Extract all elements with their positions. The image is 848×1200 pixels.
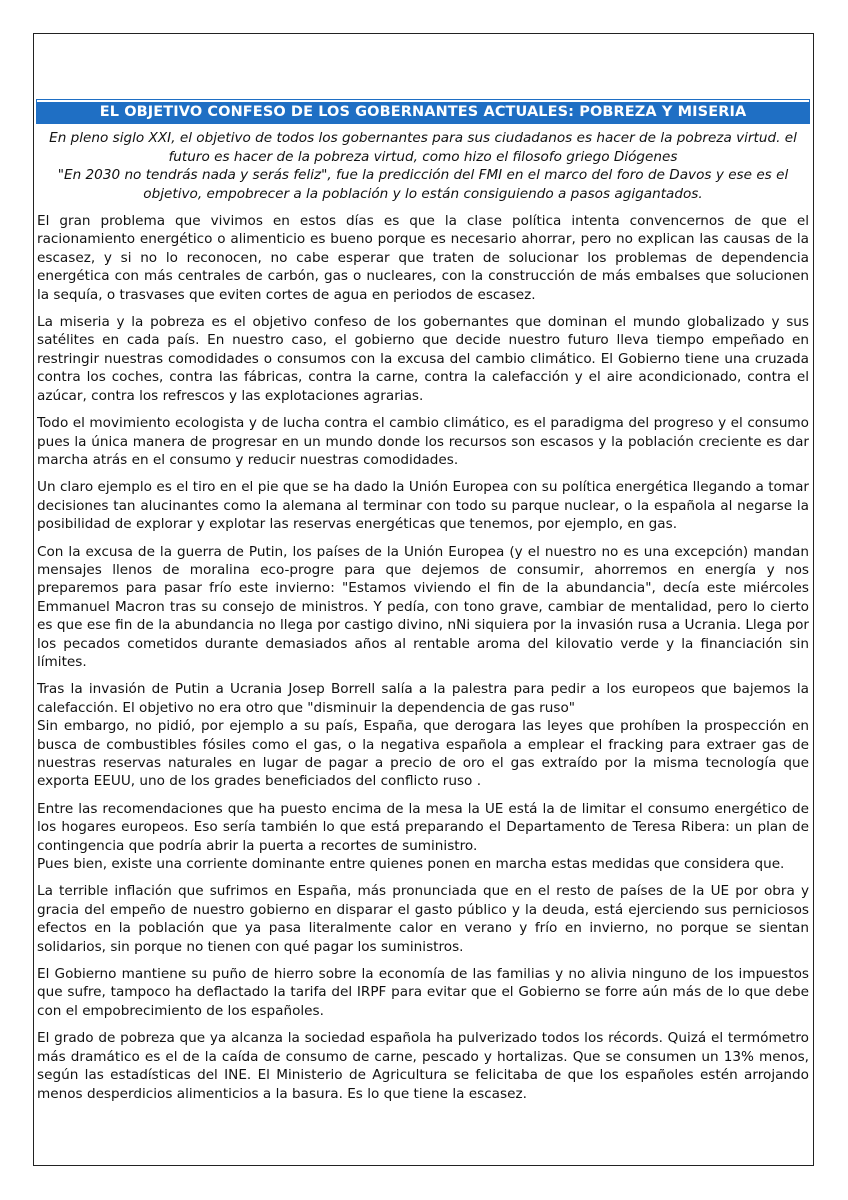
article-title: EL OBJETIVO CONFESO DE LOS GOBERNANTES ACTUALES: POBREZA Y MISERIA <box>37 100 809 123</box>
body-paragraph: Todo el movimiento ecologista y de lucha contra el cambio climático, es el paradigma del progreso y el consumo pues la única manera de progresar en un mundo donde los recursos son escasos y la población creciente es dar marcha atrás en el consumo y reducir nuestras comodidades. <box>37 415 809 468</box>
body-paragraph: El Gobierno mantiene su puño de hierro sobre la economía de las familias y no alivia ninguno de los impuestos que sufre, tampoco ha deflactado la tarifa del IRPF para evitar que el Gobierno se forre aún más de lo que debe con el empobrecimiento de los españoles. <box>37 966 809 1019</box>
body-paragraph: La terrible inflación que sufrimos en España, más pronunciada que en el resto de países de la UE por obra y gracia del empeño de nuestro gobierno en disparar el gasto público y la deuda, está ejerciendo sus perniciosos efectos en la población que ya pasa literalmente calor en verano y frío en invierno, no porque se sientan solidarios, sin porque no tienen con qué pagar los suministros. <box>37 883 809 955</box>
body-paragraph: El gran problema que vivimos en estos días es que la clase política intenta convencernos de que el racionamiento energético o alimenticio es bueno porque es necesario ahorrar, pero no explican las causas de la escasez, y si no lo reconocen, no cabe esperar que traten de solucionar los problemas de dependencia energética con más centrales de carbón, gas o nucleares, con la construcción de más embalses que solucionen la sequía, o trasvases que eviten cortes de agua en periodos de escasez. <box>37 213 809 303</box>
lead-paragraph: En pleno siglo XXI, el objetivo de todos los gobernantes para sus ciudadanos es hacer de la pobreza virtud. el futuro es hacer de la pobreza virtud, como hizo el filosofo griego Diógenes <box>49 130 797 165</box>
body-paragraph: Tras la invasión de Putin a Ucrania Josep Borrell salía a la palestra para pedir a los europeos que bajemos la calefacción. El objetivo no era otro que "disminuir la dependencia de gas ruso" <box>37 681 809 716</box>
lead-paragraph: "En 2030 no tendrás nada y serás feliz", fue la predicción del FMI en el marco del foro de Davos y ese es el objetivo, empobrecer a la población y lo están consiguiendo a pasos agigantados. <box>57 167 789 202</box>
article <box>37 100 809 1112</box>
body-paragraph: El grado de pobreza que ya alcanza la sociedad española ha pulverizado todos los récords. Quizá el termómetro más dramático es el de la caída de consumo de carne, pescado y hortalizas. Que se consumen un 13% menos, según las estadísticas del INE. El Ministerio de Agricultura se felicitaba de que los españoles estén arrojando menos desperdicios alimenticios a la basura. Es lo que tiene la escasez. <box>37 1030 809 1102</box>
body-paragraph: Con la excusa de la guerra de Putin, los países de la Unión Europea (y el nuestro no es una excepción) mandan mensajes llenos de moralina eco-progre para que dejemos de consumir, ahorremos en energía y nos preparemos para pasar frío este invierno: "Estamos viviendo el fin de la abundancia", decía este miércoles Emmanuel Macron tras su consejo de ministros. Y pedía, con tono grave, cambiar de mentalidad, pero lo cierto es que ese fin de la abundancia no llega por castigo divino, nNi siquiera por la invasión rusa a Ucrania. Llega por los pecados cometidos durante demasiados años al rentable aroma del kilovatio verde y la financiación sin límites. <box>37 543 809 670</box>
body-paragraph: La miseria y la pobreza es el objetivo confeso de los gobernantes que dominan el mundo globalizado y sus satélites en cada país. En nuestro caso, el gobierno que decide nuestro futuro lleva tiempo empeñado en restringir nuestras comodidades o consumos con la excusa del cambio climático. El Gobierno tiene una cruzada contra los coches, contra las fábricas, contra la carne, contra la calefacción y el aire acondicionado, contra el azúcar, contra los refrescos y las explotaciones agrarias. <box>37 314 809 404</box>
body-paragraph: Sin embargo, no pidió, por ejemplo a su país, España, que derogara las leyes que prohíben la prospección en busca de combustibles fósiles como el gas, o la negativa española a emplear el fracking para extraer gas de nuestras reservas naturales en lugar de pagar a precio de oro el gas extraído por la misma tecnología que exporta EEUU, uno de los grades beneficiados del conflicto ruso . <box>37 718 809 790</box>
body-paragraph: Entre las recomendaciones que ha puesto encima de la mesa la UE está la de limitar el consumo energético de los hogares europeos. Eso sería también lo que está preparando el Departamento de Teresa Ribera: un plan de contingencia que podría abrir la puerta a recortes de suministro. <box>37 800 809 854</box>
article-lead <box>37 129 809 203</box>
body-paragraph: Un claro ejemplo es el tiro en el pie que se ha dado la Unión Europea con su política energética llegando a tomar decisiones tan alucinantes como la alemana al terminar con todo su parque nuclear, o la española al negarse la posibilidad de explorar y explotar las reservas energéticas que tenemos, por ejemplo, en gas. <box>37 479 809 533</box>
body-paragraph: Pues bien, existe una corriente dominante entre quienes ponen en marcha estas medidas que considera que. <box>37 856 785 873</box>
